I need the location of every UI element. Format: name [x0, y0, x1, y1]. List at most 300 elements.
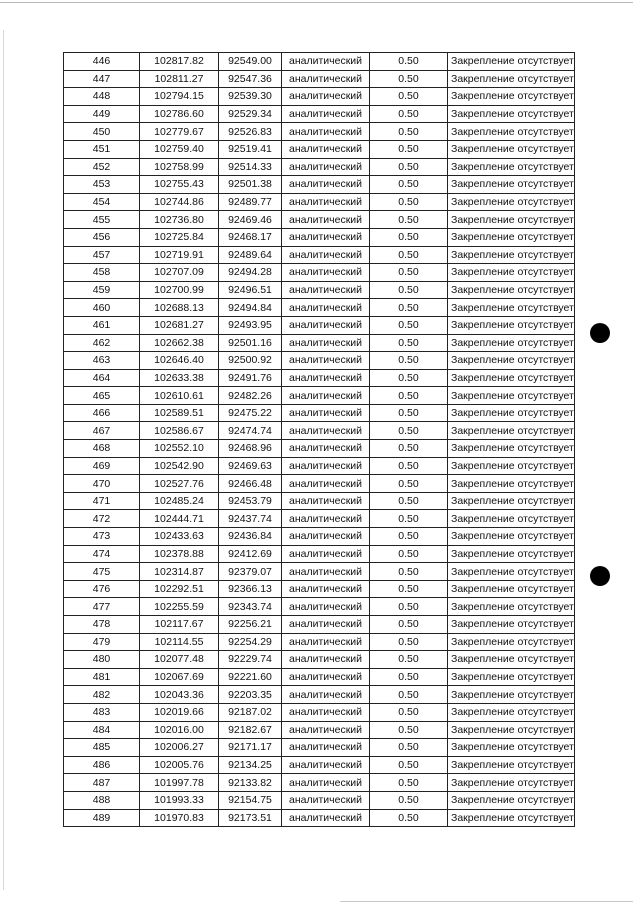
fixing-description-cell: Закрепление отсутствует [448, 774, 575, 792]
table-row [64, 70, 575, 88]
method-cell: аналитический [282, 440, 370, 458]
method-cell: аналитический [282, 228, 370, 246]
x-coordinate-cell: 102542.90 [140, 457, 219, 475]
coordinates-table-body [64, 53, 575, 827]
point-number-cell: 477 [64, 598, 140, 616]
fixing-description-cell: Закрепление отсутствует [448, 334, 575, 352]
accuracy-cell: 0.50 [370, 404, 448, 422]
point-number-cell: 455 [64, 211, 140, 229]
method-cell: аналитический [282, 545, 370, 563]
fixing-description-cell: Закрепление отсутствует [448, 70, 575, 88]
x-coordinate-cell: 102786.60 [140, 105, 219, 123]
method-cell: аналитический [282, 281, 370, 299]
x-coordinate-cell: 102662.38 [140, 334, 219, 352]
x-coordinate-cell: 102646.40 [140, 352, 219, 370]
accuracy-cell: 0.50 [370, 633, 448, 651]
table-row [64, 668, 575, 686]
x-coordinate-cell: 102255.59 [140, 598, 219, 616]
point-number-cell: 459 [64, 281, 140, 299]
table-row [64, 123, 575, 141]
accuracy-cell: 0.50 [370, 422, 448, 440]
point-number-cell: 452 [64, 158, 140, 176]
fixing-description-cell: Закрепление отсутствует [448, 404, 575, 422]
x-coordinate-cell: 102725.84 [140, 228, 219, 246]
y-coordinate-cell: 92256.21 [219, 616, 282, 634]
accuracy-cell: 0.50 [370, 686, 448, 704]
method-cell: аналитический [282, 105, 370, 123]
accuracy-cell: 0.50 [370, 563, 448, 581]
method-cell: аналитический [282, 352, 370, 370]
table-row [64, 299, 575, 317]
accuracy-cell: 0.50 [370, 440, 448, 458]
fixing-description-cell: Закрепление отсутствует [448, 387, 575, 405]
y-coordinate-cell: 92203.35 [219, 686, 282, 704]
method-cell: аналитический [282, 651, 370, 669]
x-coordinate-cell: 102758.99 [140, 158, 219, 176]
accuracy-cell: 0.50 [370, 211, 448, 229]
y-coordinate-cell: 92475.22 [219, 404, 282, 422]
method-cell: аналитический [282, 721, 370, 739]
x-coordinate-cell: 102817.82 [140, 53, 219, 71]
y-coordinate-cell: 92469.63 [219, 457, 282, 475]
method-cell: аналитический [282, 809, 370, 827]
table-row [64, 774, 575, 792]
fixing-description-cell: Закрепление отсутствует [448, 369, 575, 387]
method-cell: аналитический [282, 633, 370, 651]
y-coordinate-cell: 92133.82 [219, 774, 282, 792]
table-row [64, 545, 575, 563]
fixing-description-cell: Закрепление отсутствует [448, 440, 575, 458]
accuracy-cell: 0.50 [370, 739, 448, 757]
table-row [64, 616, 575, 634]
table-row [64, 809, 575, 827]
x-coordinate-cell: 102759.40 [140, 140, 219, 158]
y-coordinate-cell: 92539.30 [219, 88, 282, 106]
table-row [64, 246, 575, 264]
method-cell: аналитический [282, 88, 370, 106]
fixing-description-cell: Закрепление отсутствует [448, 281, 575, 299]
x-coordinate-cell: 102552.10 [140, 440, 219, 458]
x-coordinate-cell: 102527.76 [140, 475, 219, 493]
table-row [64, 88, 575, 106]
point-number-cell: 465 [64, 387, 140, 405]
accuracy-cell: 0.50 [370, 53, 448, 71]
y-coordinate-cell: 92412.69 [219, 545, 282, 563]
point-number-cell: 463 [64, 352, 140, 370]
table-row [64, 580, 575, 598]
y-coordinate-cell: 92491.76 [219, 369, 282, 387]
fixing-description-cell: Закрепление отсутствует [448, 580, 575, 598]
y-coordinate-cell: 92469.46 [219, 211, 282, 229]
point-number-cell: 487 [64, 774, 140, 792]
x-coordinate-cell: 102589.51 [140, 404, 219, 422]
table-row [64, 105, 575, 123]
point-number-cell: 479 [64, 633, 140, 651]
y-coordinate-cell: 92489.77 [219, 193, 282, 211]
method-cell: аналитический [282, 686, 370, 704]
point-number-cell: 474 [64, 545, 140, 563]
fixing-description-cell: Закрепление отсутствует [448, 475, 575, 493]
accuracy-cell: 0.50 [370, 510, 448, 528]
y-coordinate-cell: 92526.83 [219, 123, 282, 141]
table-row [64, 703, 575, 721]
table-row [64, 193, 575, 211]
x-coordinate-cell: 102794.15 [140, 88, 219, 106]
accuracy-cell: 0.50 [370, 703, 448, 721]
table-row [64, 211, 575, 229]
scan-left-edge [3, 30, 4, 890]
y-coordinate-cell: 92229.74 [219, 651, 282, 669]
method-cell: аналитический [282, 140, 370, 158]
y-coordinate-cell: 92493.95 [219, 316, 282, 334]
accuracy-cell: 0.50 [370, 545, 448, 563]
point-number-cell: 461 [64, 316, 140, 334]
accuracy-cell: 0.50 [370, 387, 448, 405]
y-coordinate-cell: 92501.38 [219, 176, 282, 194]
table-row [64, 563, 575, 581]
y-coordinate-cell: 92474.74 [219, 422, 282, 440]
accuracy-cell: 0.50 [370, 334, 448, 352]
point-number-cell: 466 [64, 404, 140, 422]
accuracy-cell: 0.50 [370, 228, 448, 246]
fixing-description-cell: Закрепление отсутствует [448, 721, 575, 739]
y-coordinate-cell: 92501.16 [219, 334, 282, 352]
accuracy-cell: 0.50 [370, 299, 448, 317]
accuracy-cell: 0.50 [370, 140, 448, 158]
fixing-description-cell: Закрепление отсутствует [448, 299, 575, 317]
accuracy-cell: 0.50 [370, 105, 448, 123]
fixing-description-cell: Закрепление отсутствует [448, 598, 575, 616]
x-coordinate-cell: 102114.55 [140, 633, 219, 651]
method-cell: аналитический [282, 791, 370, 809]
method-cell: аналитический [282, 70, 370, 88]
x-coordinate-cell: 102378.88 [140, 545, 219, 563]
accuracy-cell: 0.50 [370, 281, 448, 299]
table-row [64, 528, 575, 546]
point-number-cell: 478 [64, 616, 140, 634]
point-number-cell: 470 [64, 475, 140, 493]
y-coordinate-cell: 92549.00 [219, 53, 282, 71]
y-coordinate-cell: 92436.84 [219, 528, 282, 546]
accuracy-cell: 0.50 [370, 598, 448, 616]
point-number-cell: 475 [64, 563, 140, 581]
table-row [64, 228, 575, 246]
point-number-cell: 481 [64, 668, 140, 686]
method-cell: аналитический [282, 422, 370, 440]
accuracy-cell: 0.50 [370, 528, 448, 546]
method-cell: аналитический [282, 563, 370, 581]
table-row [64, 352, 575, 370]
fixing-description-cell: Закрепление отсутствует [448, 53, 575, 71]
point-number-cell: 449 [64, 105, 140, 123]
method-cell: аналитический [282, 316, 370, 334]
y-coordinate-cell: 92437.74 [219, 510, 282, 528]
point-number-cell: 473 [64, 528, 140, 546]
x-coordinate-cell: 102736.80 [140, 211, 219, 229]
table-row [64, 492, 575, 510]
accuracy-cell: 0.50 [370, 791, 448, 809]
x-coordinate-cell: 102811.27 [140, 70, 219, 88]
table-row [64, 633, 575, 651]
point-number-cell: 476 [64, 580, 140, 598]
table-row [64, 791, 575, 809]
y-coordinate-cell: 92466.48 [219, 475, 282, 493]
y-coordinate-cell: 92468.96 [219, 440, 282, 458]
point-number-cell: 454 [64, 193, 140, 211]
x-coordinate-cell: 102444.71 [140, 510, 219, 528]
x-coordinate-cell: 102700.99 [140, 281, 219, 299]
accuracy-cell: 0.50 [370, 316, 448, 334]
y-coordinate-cell: 92379.07 [219, 563, 282, 581]
x-coordinate-cell: 102077.48 [140, 651, 219, 669]
method-cell: аналитический [282, 264, 370, 282]
fixing-description-cell: Закрепление отсутствует [448, 193, 575, 211]
accuracy-cell: 0.50 [370, 616, 448, 634]
table-row [64, 316, 575, 334]
fixing-description-cell: Закрепление отсутствует [448, 791, 575, 809]
method-cell: аналитический [282, 492, 370, 510]
y-coordinate-cell: 92514.33 [219, 158, 282, 176]
y-coordinate-cell: 92171.17 [219, 739, 282, 757]
x-coordinate-cell: 102117.67 [140, 616, 219, 634]
x-coordinate-cell: 102707.09 [140, 264, 219, 282]
point-number-cell: 469 [64, 457, 140, 475]
method-cell: аналитический [282, 774, 370, 792]
x-coordinate-cell: 102005.76 [140, 756, 219, 774]
point-number-cell: 450 [64, 123, 140, 141]
y-coordinate-cell: 92489.64 [219, 246, 282, 264]
y-coordinate-cell: 92494.28 [219, 264, 282, 282]
fixing-description-cell: Закрепление отсутствует [448, 809, 575, 827]
point-number-cell: 480 [64, 651, 140, 669]
fixing-description-cell: Закрепление отсутствует [448, 633, 575, 651]
accuracy-cell: 0.50 [370, 580, 448, 598]
method-cell: аналитический [282, 246, 370, 264]
accuracy-cell: 0.50 [370, 492, 448, 510]
coordinates-table [63, 52, 575, 827]
y-coordinate-cell: 92496.51 [219, 281, 282, 299]
punch-hole-mark [590, 566, 610, 586]
fixing-description-cell: Закрепление отсутствует [448, 651, 575, 669]
fixing-description-cell: Закрепление отсутствует [448, 492, 575, 510]
method-cell: аналитический [282, 616, 370, 634]
accuracy-cell: 0.50 [370, 369, 448, 387]
method-cell: аналитический [282, 369, 370, 387]
x-coordinate-cell: 102779.67 [140, 123, 219, 141]
fixing-description-cell: Закрепление отсутствует [448, 545, 575, 563]
method-cell: аналитический [282, 404, 370, 422]
accuracy-cell: 0.50 [370, 70, 448, 88]
x-coordinate-cell: 102485.24 [140, 492, 219, 510]
point-number-cell: 457 [64, 246, 140, 264]
point-number-cell: 486 [64, 756, 140, 774]
fixing-description-cell: Закрепление отсутствует [448, 528, 575, 546]
y-coordinate-cell: 92500.92 [219, 352, 282, 370]
accuracy-cell: 0.50 [370, 123, 448, 141]
point-number-cell: 488 [64, 791, 140, 809]
y-coordinate-cell: 92547.36 [219, 70, 282, 88]
x-coordinate-cell: 102755.43 [140, 176, 219, 194]
method-cell: аналитический [282, 334, 370, 352]
method-cell: аналитический [282, 703, 370, 721]
fixing-description-cell: Закрепление отсутствует [448, 563, 575, 581]
table-row [64, 334, 575, 352]
y-coordinate-cell: 92494.84 [219, 299, 282, 317]
fixing-description-cell: Закрепление отсутствует [448, 316, 575, 334]
accuracy-cell: 0.50 [370, 475, 448, 493]
point-number-cell: 460 [64, 299, 140, 317]
punch-hole-mark [590, 323, 610, 343]
y-coordinate-cell: 92173.51 [219, 809, 282, 827]
accuracy-cell: 0.50 [370, 246, 448, 264]
table-row [64, 176, 575, 194]
fixing-description-cell: Закрепление отсутствует [448, 686, 575, 704]
table-row [64, 651, 575, 669]
x-coordinate-cell: 102688.13 [140, 299, 219, 317]
y-coordinate-cell: 92254.29 [219, 633, 282, 651]
table-row [64, 739, 575, 757]
fixing-description-cell: Закрепление отсутствует [448, 352, 575, 370]
method-cell: аналитический [282, 528, 370, 546]
accuracy-cell: 0.50 [370, 88, 448, 106]
table-row [64, 387, 575, 405]
x-coordinate-cell: 101997.78 [140, 774, 219, 792]
fixing-description-cell: Закрепление отсутствует [448, 739, 575, 757]
method-cell: аналитический [282, 176, 370, 194]
accuracy-cell: 0.50 [370, 193, 448, 211]
fixing-description-cell: Закрепление отсутствует [448, 211, 575, 229]
accuracy-cell: 0.50 [370, 158, 448, 176]
point-number-cell: 468 [64, 440, 140, 458]
fixing-description-cell: Закрепление отсутствует [448, 422, 575, 440]
x-coordinate-cell: 102681.27 [140, 316, 219, 334]
table-row [64, 404, 575, 422]
method-cell: аналитический [282, 211, 370, 229]
method-cell: аналитический [282, 387, 370, 405]
method-cell: аналитический [282, 598, 370, 616]
fixing-description-cell: Закрепление отсутствует [448, 457, 575, 475]
x-coordinate-cell: 101993.33 [140, 791, 219, 809]
point-number-cell: 482 [64, 686, 140, 704]
method-cell: аналитический [282, 299, 370, 317]
point-number-cell: 462 [64, 334, 140, 352]
method-cell: аналитический [282, 53, 370, 71]
accuracy-cell: 0.50 [370, 721, 448, 739]
fixing-description-cell: Закрепление отсутствует [448, 140, 575, 158]
table-row [64, 686, 575, 704]
accuracy-cell: 0.50 [370, 756, 448, 774]
method-cell: аналитический [282, 158, 370, 176]
table-row [64, 422, 575, 440]
fixing-description-cell: Закрепление отсутствует [448, 228, 575, 246]
accuracy-cell: 0.50 [370, 809, 448, 827]
accuracy-cell: 0.50 [370, 176, 448, 194]
method-cell: аналитический [282, 668, 370, 686]
fixing-description-cell: Закрепление отсутствует [448, 176, 575, 194]
method-cell: аналитический [282, 193, 370, 211]
y-coordinate-cell: 92221.60 [219, 668, 282, 686]
method-cell: аналитический [282, 475, 370, 493]
fixing-description-cell: Закрепление отсутствует [448, 756, 575, 774]
method-cell: аналитический [282, 739, 370, 757]
y-coordinate-cell: 92154.75 [219, 791, 282, 809]
point-number-cell: 448 [64, 88, 140, 106]
point-number-cell: 467 [64, 422, 140, 440]
point-number-cell: 489 [64, 809, 140, 827]
table-row [64, 598, 575, 616]
point-number-cell: 458 [64, 264, 140, 282]
y-coordinate-cell: 92187.02 [219, 703, 282, 721]
point-number-cell: 472 [64, 510, 140, 528]
point-number-cell: 447 [64, 70, 140, 88]
y-coordinate-cell: 92453.79 [219, 492, 282, 510]
y-coordinate-cell: 92343.74 [219, 598, 282, 616]
point-number-cell: 471 [64, 492, 140, 510]
y-coordinate-cell: 92182.67 [219, 721, 282, 739]
method-cell: аналитический [282, 756, 370, 774]
table-row [64, 721, 575, 739]
fixing-description-cell: Закрепление отсутствует [448, 703, 575, 721]
table-row [64, 264, 575, 282]
fixing-description-cell: Закрепление отсутствует [448, 668, 575, 686]
accuracy-cell: 0.50 [370, 264, 448, 282]
accuracy-cell: 0.50 [370, 668, 448, 686]
table-row [64, 369, 575, 387]
accuracy-cell: 0.50 [370, 352, 448, 370]
table-row [64, 457, 575, 475]
point-number-cell: 446 [64, 53, 140, 71]
table-row [64, 756, 575, 774]
fixing-description-cell: Закрепление отсутствует [448, 123, 575, 141]
method-cell: аналитический [282, 123, 370, 141]
y-coordinate-cell: 92366.13 [219, 580, 282, 598]
scan-bottom-edge [340, 901, 633, 902]
point-number-cell: 453 [64, 176, 140, 194]
x-coordinate-cell: 102314.87 [140, 563, 219, 581]
y-coordinate-cell: 92134.25 [219, 756, 282, 774]
accuracy-cell: 0.50 [370, 651, 448, 669]
fixing-description-cell: Закрепление отсутствует [448, 158, 575, 176]
table-row [64, 158, 575, 176]
y-coordinate-cell: 92529.34 [219, 105, 282, 123]
fixing-description-cell: Закрепление отсутствует [448, 105, 575, 123]
x-coordinate-cell: 102744.86 [140, 193, 219, 211]
method-cell: аналитический [282, 457, 370, 475]
table-row [64, 53, 575, 71]
table-row [64, 140, 575, 158]
x-coordinate-cell: 102433.63 [140, 528, 219, 546]
fixing-description-cell: Закрепление отсутствует [448, 616, 575, 634]
fixing-description-cell: Закрепление отсутствует [448, 264, 575, 282]
accuracy-cell: 0.50 [370, 774, 448, 792]
x-coordinate-cell: 102633.38 [140, 369, 219, 387]
x-coordinate-cell: 102586.67 [140, 422, 219, 440]
point-number-cell: 464 [64, 369, 140, 387]
scan-top-edge [0, 2, 633, 3]
fixing-description-cell: Закрепление отсутствует [448, 88, 575, 106]
fixing-description-cell: Закрепление отсутствует [448, 246, 575, 264]
point-number-cell: 484 [64, 721, 140, 739]
point-number-cell: 456 [64, 228, 140, 246]
point-number-cell: 451 [64, 140, 140, 158]
y-coordinate-cell: 92468.17 [219, 228, 282, 246]
table-row [64, 440, 575, 458]
fixing-description-cell: Закрепление отсутствует [448, 510, 575, 528]
table-row [64, 475, 575, 493]
x-coordinate-cell: 102067.69 [140, 668, 219, 686]
x-coordinate-cell: 102719.91 [140, 246, 219, 264]
x-coordinate-cell: 102292.51 [140, 580, 219, 598]
